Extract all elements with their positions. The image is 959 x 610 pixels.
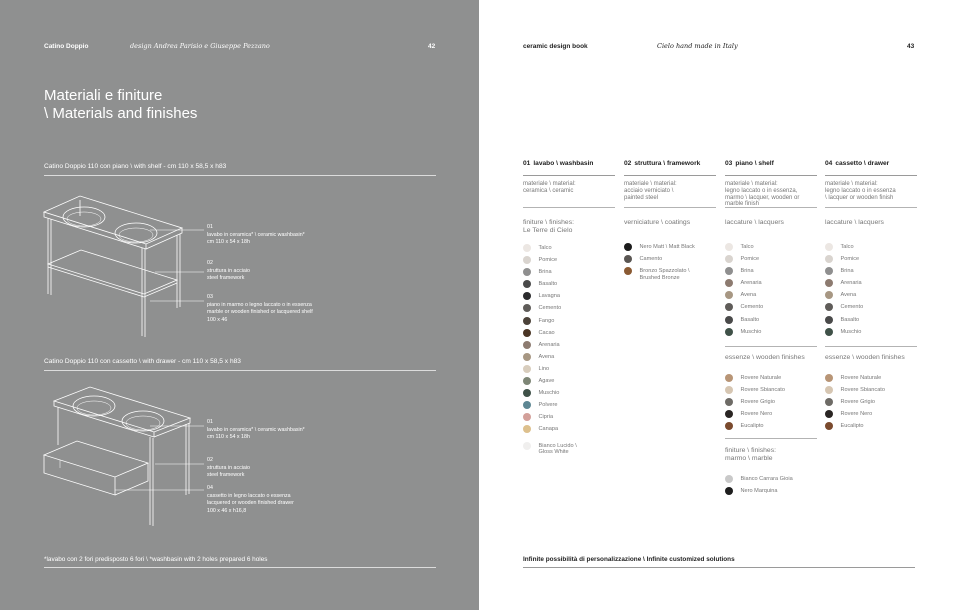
page-number-right: 43 xyxy=(907,43,915,50)
color-dot xyxy=(825,303,833,311)
swatch-item xyxy=(523,280,615,292)
callout-2-01: 01 lavabo in ceramica* \ ceramic washbasin* cm 110 x 54 x 18h xyxy=(207,419,305,441)
swatch-item xyxy=(725,475,817,487)
color-dot xyxy=(523,425,531,433)
swatch-label: Arenaria xyxy=(740,280,762,287)
color-dot xyxy=(523,389,531,397)
color-dot xyxy=(523,377,531,385)
color-dot xyxy=(725,328,733,336)
color-dot xyxy=(825,422,833,430)
swatch-label: Rovere Sbiancato xyxy=(840,386,885,393)
swatch-item xyxy=(624,267,716,285)
column-framework xyxy=(624,160,716,285)
swatch-label: Talco xyxy=(740,244,754,250)
material-text: materiale \ material: legno laccato o in essenza \ lacquer or wooden finish xyxy=(825,181,896,201)
wood-swatch-list xyxy=(725,374,817,434)
swatch-item xyxy=(725,386,817,398)
swatch-label: Rovere Nero xyxy=(840,411,873,418)
swatch-list xyxy=(523,244,615,438)
color-dot xyxy=(523,304,531,312)
swatch-label: Talco xyxy=(840,244,854,250)
swatch-item xyxy=(523,425,615,437)
column-heading: 02 struttura \ framework xyxy=(624,160,701,167)
color-dot xyxy=(523,353,531,361)
swatch-label: Rovere Naturale xyxy=(740,374,782,381)
color-dot xyxy=(624,267,632,275)
swatch-label: Nero Marquina xyxy=(740,488,778,495)
swatch-item xyxy=(825,255,917,267)
column-washbasin xyxy=(523,160,615,460)
callout-1-03: 03 piano in marmo o legno laccato o in essenza marble or wooden finished or lacquered shelf 100 x 46 xyxy=(207,294,313,323)
swatch-item xyxy=(725,243,817,255)
column-drawer xyxy=(825,160,917,434)
section1-title: Catino Doppio 110 con piano \ with shelf - cm 110 x 58,5 x h83 xyxy=(44,163,227,170)
color-dot xyxy=(725,303,733,311)
swatch-label: Basalto xyxy=(740,316,760,323)
finish-heading: laccature \ lacquers xyxy=(825,219,884,226)
material-text: materiale \ material: acciaio verniciato \ painted steel xyxy=(624,181,677,201)
swatch-list xyxy=(725,243,817,340)
swatch-item xyxy=(523,401,615,413)
header-tagline: Cielo hand made in Italy xyxy=(657,42,738,50)
swatch-item xyxy=(523,329,615,341)
footnote-rule xyxy=(44,567,436,568)
swatch-item xyxy=(523,244,615,256)
swatch-item xyxy=(825,386,917,398)
swatch-item xyxy=(523,377,615,389)
swatch-item xyxy=(725,267,817,279)
color-dot xyxy=(825,291,833,299)
swatch-label: Lavagna xyxy=(538,293,560,300)
swatch-label: Eucalipto xyxy=(840,423,864,430)
column-heading: 04 cassetto \ drawer xyxy=(825,160,890,167)
swatch-label: Avena xyxy=(740,292,757,299)
swatch-label: Cemento xyxy=(840,304,864,311)
header-book: ceramic design book xyxy=(523,43,588,50)
color-dot xyxy=(523,341,531,349)
color-dot xyxy=(825,243,833,251)
swatch-label: Cemento xyxy=(538,305,562,312)
swatch-list xyxy=(825,243,917,340)
swatch-label: Polvere xyxy=(538,402,558,409)
swatch-item xyxy=(825,410,917,422)
swatch-item xyxy=(523,389,615,401)
swatch-label: Brina xyxy=(740,268,754,275)
finish-heading: verniciature \ coatings xyxy=(624,219,691,226)
column-shelf xyxy=(725,160,817,499)
color-dot xyxy=(523,317,531,325)
swatch-item xyxy=(624,243,716,255)
swatch-item xyxy=(825,374,917,386)
wood-swatch-list xyxy=(825,374,917,434)
swatch-label: Bianco Carrara Gioia xyxy=(740,476,793,483)
finish-heading: finiture \ finishes: Le Terre di Cielo xyxy=(523,219,574,234)
color-dot xyxy=(624,255,632,263)
page-title xyxy=(44,87,197,123)
swatch-item xyxy=(825,422,917,434)
swatch-item xyxy=(624,255,716,267)
swatch-label: Nero Matt \ Matt Black xyxy=(639,244,695,250)
swatch-item xyxy=(825,328,917,340)
swatch-item xyxy=(825,316,917,328)
swatch-item xyxy=(725,303,817,315)
swatch-label: Brina xyxy=(840,268,854,275)
swatch-label: Arenaria xyxy=(840,280,862,287)
swatch-label: Agave xyxy=(538,378,555,385)
swatch-item xyxy=(825,291,917,303)
color-dot xyxy=(725,410,733,418)
color-dot xyxy=(523,292,531,300)
right-page xyxy=(479,0,959,610)
color-dot xyxy=(825,255,833,263)
swatch-label: Cemento xyxy=(740,304,764,311)
swatch-item xyxy=(725,410,817,422)
color-dot xyxy=(725,316,733,324)
swatch-label: Fango xyxy=(538,317,555,324)
swatch-item xyxy=(725,291,817,303)
color-dot xyxy=(725,243,733,251)
page-number-left: 42 xyxy=(428,43,436,50)
color-dot xyxy=(825,279,833,287)
section2-rule xyxy=(44,370,436,371)
swatch-label: Rovere Grigio xyxy=(740,398,776,405)
color-dot xyxy=(523,365,531,373)
color-dot xyxy=(825,316,833,324)
color-dot xyxy=(725,279,733,287)
swatch-item xyxy=(725,255,817,267)
swatch-item xyxy=(725,422,817,434)
color-dot xyxy=(825,328,833,336)
swatch-item xyxy=(523,413,615,425)
section2-title: Catino Doppio 110 con cassetto \ with drawer - cm 110 x 58,5 x h83 xyxy=(44,358,241,365)
swatch-label: Avena xyxy=(538,353,555,360)
swatch-label: Muschio xyxy=(740,328,762,335)
title-english: \ Materials and finishes xyxy=(44,105,198,122)
swatch-label: Bianco Lucido \ Gloss White xyxy=(538,442,577,455)
swatch-label: Rovere Sbiancato xyxy=(740,386,785,393)
swatch-label: Muschio xyxy=(840,328,862,335)
swatch-label: Lino xyxy=(538,365,550,372)
swatch-label: Canapa xyxy=(538,426,559,433)
color-dot xyxy=(825,410,833,418)
callout-2-04: 04 cassetto in legno laccato o essenza lacquered or wooden finished drawer 100 x 46 x h16,8 xyxy=(207,485,294,514)
color-dot xyxy=(725,487,733,495)
color-dot xyxy=(725,475,733,483)
callout-1-01: 01 lavabo in ceramica* \ ceramic washbasin* cm 110 x 54 x 18h xyxy=(207,224,305,246)
swatch-label: Rovere Nero xyxy=(740,411,773,418)
swatch-item xyxy=(725,374,817,386)
swatch-label: Muschio xyxy=(538,390,560,397)
swatch-item xyxy=(523,341,615,353)
title-italian: Materiali e finiture xyxy=(44,87,163,104)
swatch-item xyxy=(725,398,817,410)
left-page xyxy=(0,0,479,610)
swatch-item xyxy=(725,279,817,291)
swatch-label: Talco xyxy=(538,245,552,251)
color-dot xyxy=(725,255,733,263)
color-dot xyxy=(523,268,531,276)
swatch-gloss-white xyxy=(523,442,615,460)
marble-swatch-list xyxy=(725,475,817,499)
swatch-label: Bronzo Spazzolato \ Brushed Bronze xyxy=(639,268,690,281)
footer-note: Infinite possibilità di personalizzazione \ Infinite customized solutions xyxy=(523,556,735,563)
swatch-item xyxy=(825,279,917,291)
swatch-label: Rovere Grigio xyxy=(840,398,876,405)
section1-rule xyxy=(44,175,436,176)
color-dot xyxy=(725,386,733,394)
color-dot xyxy=(523,401,531,409)
callout-2-02: 02 struttura in acciaio steel framework xyxy=(207,457,250,479)
footnote: *lavabo con 2 fori predisposto 6 fori \ *washbasin with 2 holes prepared 6 holes xyxy=(44,556,268,563)
swatch-item xyxy=(523,365,615,377)
color-dot xyxy=(825,386,833,394)
swatch-item xyxy=(523,353,615,365)
swatch-item xyxy=(725,316,817,328)
color-dot xyxy=(523,256,531,264)
material-text: materiale \ material: legno laccato o in essenza, marmo \ lacquer, wooden or marble finish xyxy=(725,181,800,208)
column-heading: 01 lavabo \ washbasin xyxy=(523,160,594,167)
swatch-item xyxy=(523,256,615,268)
color-dot xyxy=(523,413,531,421)
swatch-item xyxy=(825,303,917,315)
color-dot xyxy=(825,267,833,275)
swatch-item xyxy=(825,398,917,410)
color-dot xyxy=(725,291,733,299)
swatch-item xyxy=(523,304,615,316)
callout-leaders-2 xyxy=(150,420,210,500)
header-designers: design Andrea Parisio e Giuseppe Pezzano xyxy=(130,42,270,50)
swatch-label: Arenaria xyxy=(538,341,560,348)
swatch-label: Basalto xyxy=(538,281,558,288)
swatch-label: Brina xyxy=(538,269,552,276)
swatch-label: Basalto xyxy=(840,316,860,323)
swatch-label: Camento xyxy=(639,256,663,263)
color-dot xyxy=(523,442,531,450)
color-dot xyxy=(725,374,733,382)
color-dot xyxy=(725,398,733,406)
finish-heading: laccature \ lacquers xyxy=(725,219,784,226)
swatch-item xyxy=(825,243,917,255)
wood-heading: essenze \ wooden finishes xyxy=(825,353,905,361)
swatch-item xyxy=(523,317,615,329)
swatch-label: Pomice xyxy=(538,257,558,264)
color-dot xyxy=(725,422,733,430)
wood-heading: essenze \ wooden finishes xyxy=(725,353,805,361)
footer-rule xyxy=(523,567,915,568)
column-heading: 03 piano \ shelf xyxy=(725,160,774,167)
swatch-item xyxy=(725,487,817,499)
callout-leaders-1 xyxy=(150,225,210,305)
color-dot xyxy=(825,374,833,382)
swatch-item xyxy=(523,268,615,280)
swatch-label: Pomice xyxy=(840,256,860,263)
header-product: Catino Doppio xyxy=(44,43,89,50)
swatch-label: Cipria xyxy=(538,414,554,421)
swatch-label: Rovere Naturale xyxy=(840,374,882,381)
color-dot xyxy=(725,267,733,275)
swatch-item xyxy=(523,292,615,304)
marble-heading: finiture \ finishes: marmo \ marble xyxy=(725,447,776,463)
color-dot xyxy=(825,398,833,406)
swatch-item xyxy=(825,267,917,279)
swatch-label: Eucalipto xyxy=(740,423,764,430)
color-dot xyxy=(523,329,531,337)
swatch-item xyxy=(725,328,817,340)
swatch-label: Pomice xyxy=(740,256,760,263)
color-dot xyxy=(523,244,531,252)
color-dot xyxy=(624,243,632,251)
swatch-label: Cacao xyxy=(538,329,555,336)
material-text: materiale \ material: ceramica \ ceramic xyxy=(523,181,576,194)
swatch-label: Avena xyxy=(840,292,857,299)
swatch-list xyxy=(624,243,716,285)
callout-1-02: 02 struttura in acciaio steel framework xyxy=(207,260,250,282)
color-dot xyxy=(523,280,531,288)
